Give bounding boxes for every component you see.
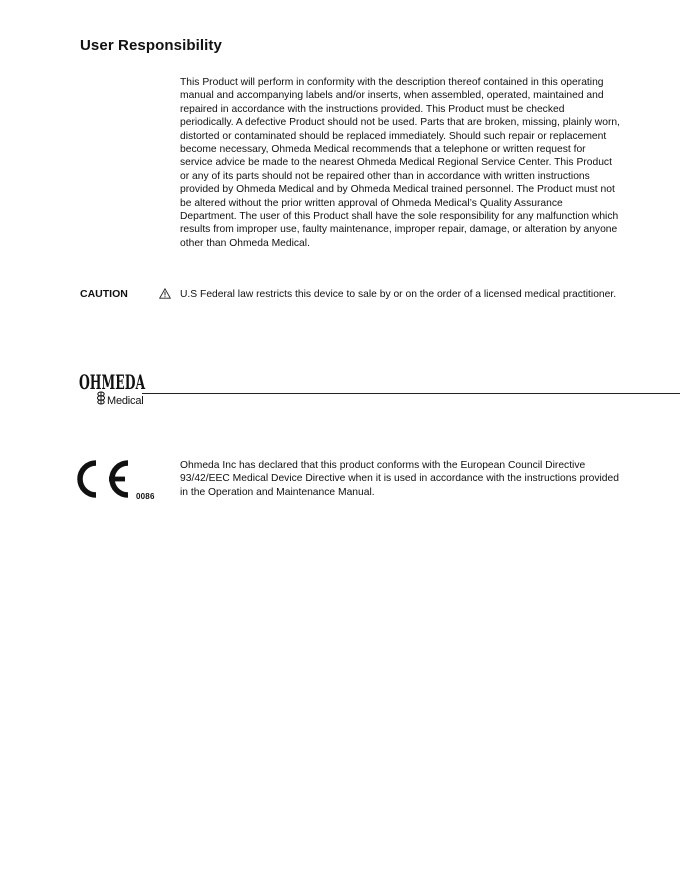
caution-text: U.S Federal law restricts this device to sale by or on the order of a licensed medical practitioner.	[180, 289, 617, 300]
notified-body-number: 0086	[136, 492, 155, 501]
logo-wordmark: OHMEDA	[79, 370, 146, 394]
ohmeda-bee-icon	[96, 391, 106, 405]
page-title: User Responsibility	[80, 37, 222, 54]
ce-mark-icon	[76, 458, 132, 500]
ce-declaration-text: Ohmeda Inc has declared that this product conforms with the European Council Directive 93/42/EEC Medical Device Directive when it is used in accordance with the instructions provided in the Operation and Maintenance Manual.	[180, 460, 619, 498]
horizontal-divider	[142, 393, 680, 394]
caution-label: CAUTION	[80, 288, 128, 300]
ohmeda-medical-logo	[79, 370, 146, 410]
warning-triangle-icon	[159, 288, 171, 299]
user-responsibility-paragraph: This Product will perform in conformity with the description thereof contained in this operating manual and accompanying labels and/or inserts, when assembled, operated, maintained and repaired in accordance with the instructions provided. This Product must be checked periodically. A defective Product should not be used. Parts that are broken, missing, plainly worn, distorted or contaminated should be replaced immediately. Should such repair or replacement become necessary, Ohmeda Medical recommends that a telephone or written request for service advice be made to the nearest Ohmeda Medical Regional Service Center. This Product or any of its parts should not be repaired other than in accordance with written instructions provided by Ohmeda Medical and by Ohmeda Medical trained personnel. The Product must not be altered without the prior written approval of Ohmeda Medical’s Quality Assurance Department. The user of this Product shall have the sole responsibility for any malfunction which results from improper use, faulty maintenance, improper repair, damage, or alteration by anyone other than Ohmeda Medical.	[180, 77, 620, 249]
logo-subtitle: Medical	[107, 395, 144, 407]
